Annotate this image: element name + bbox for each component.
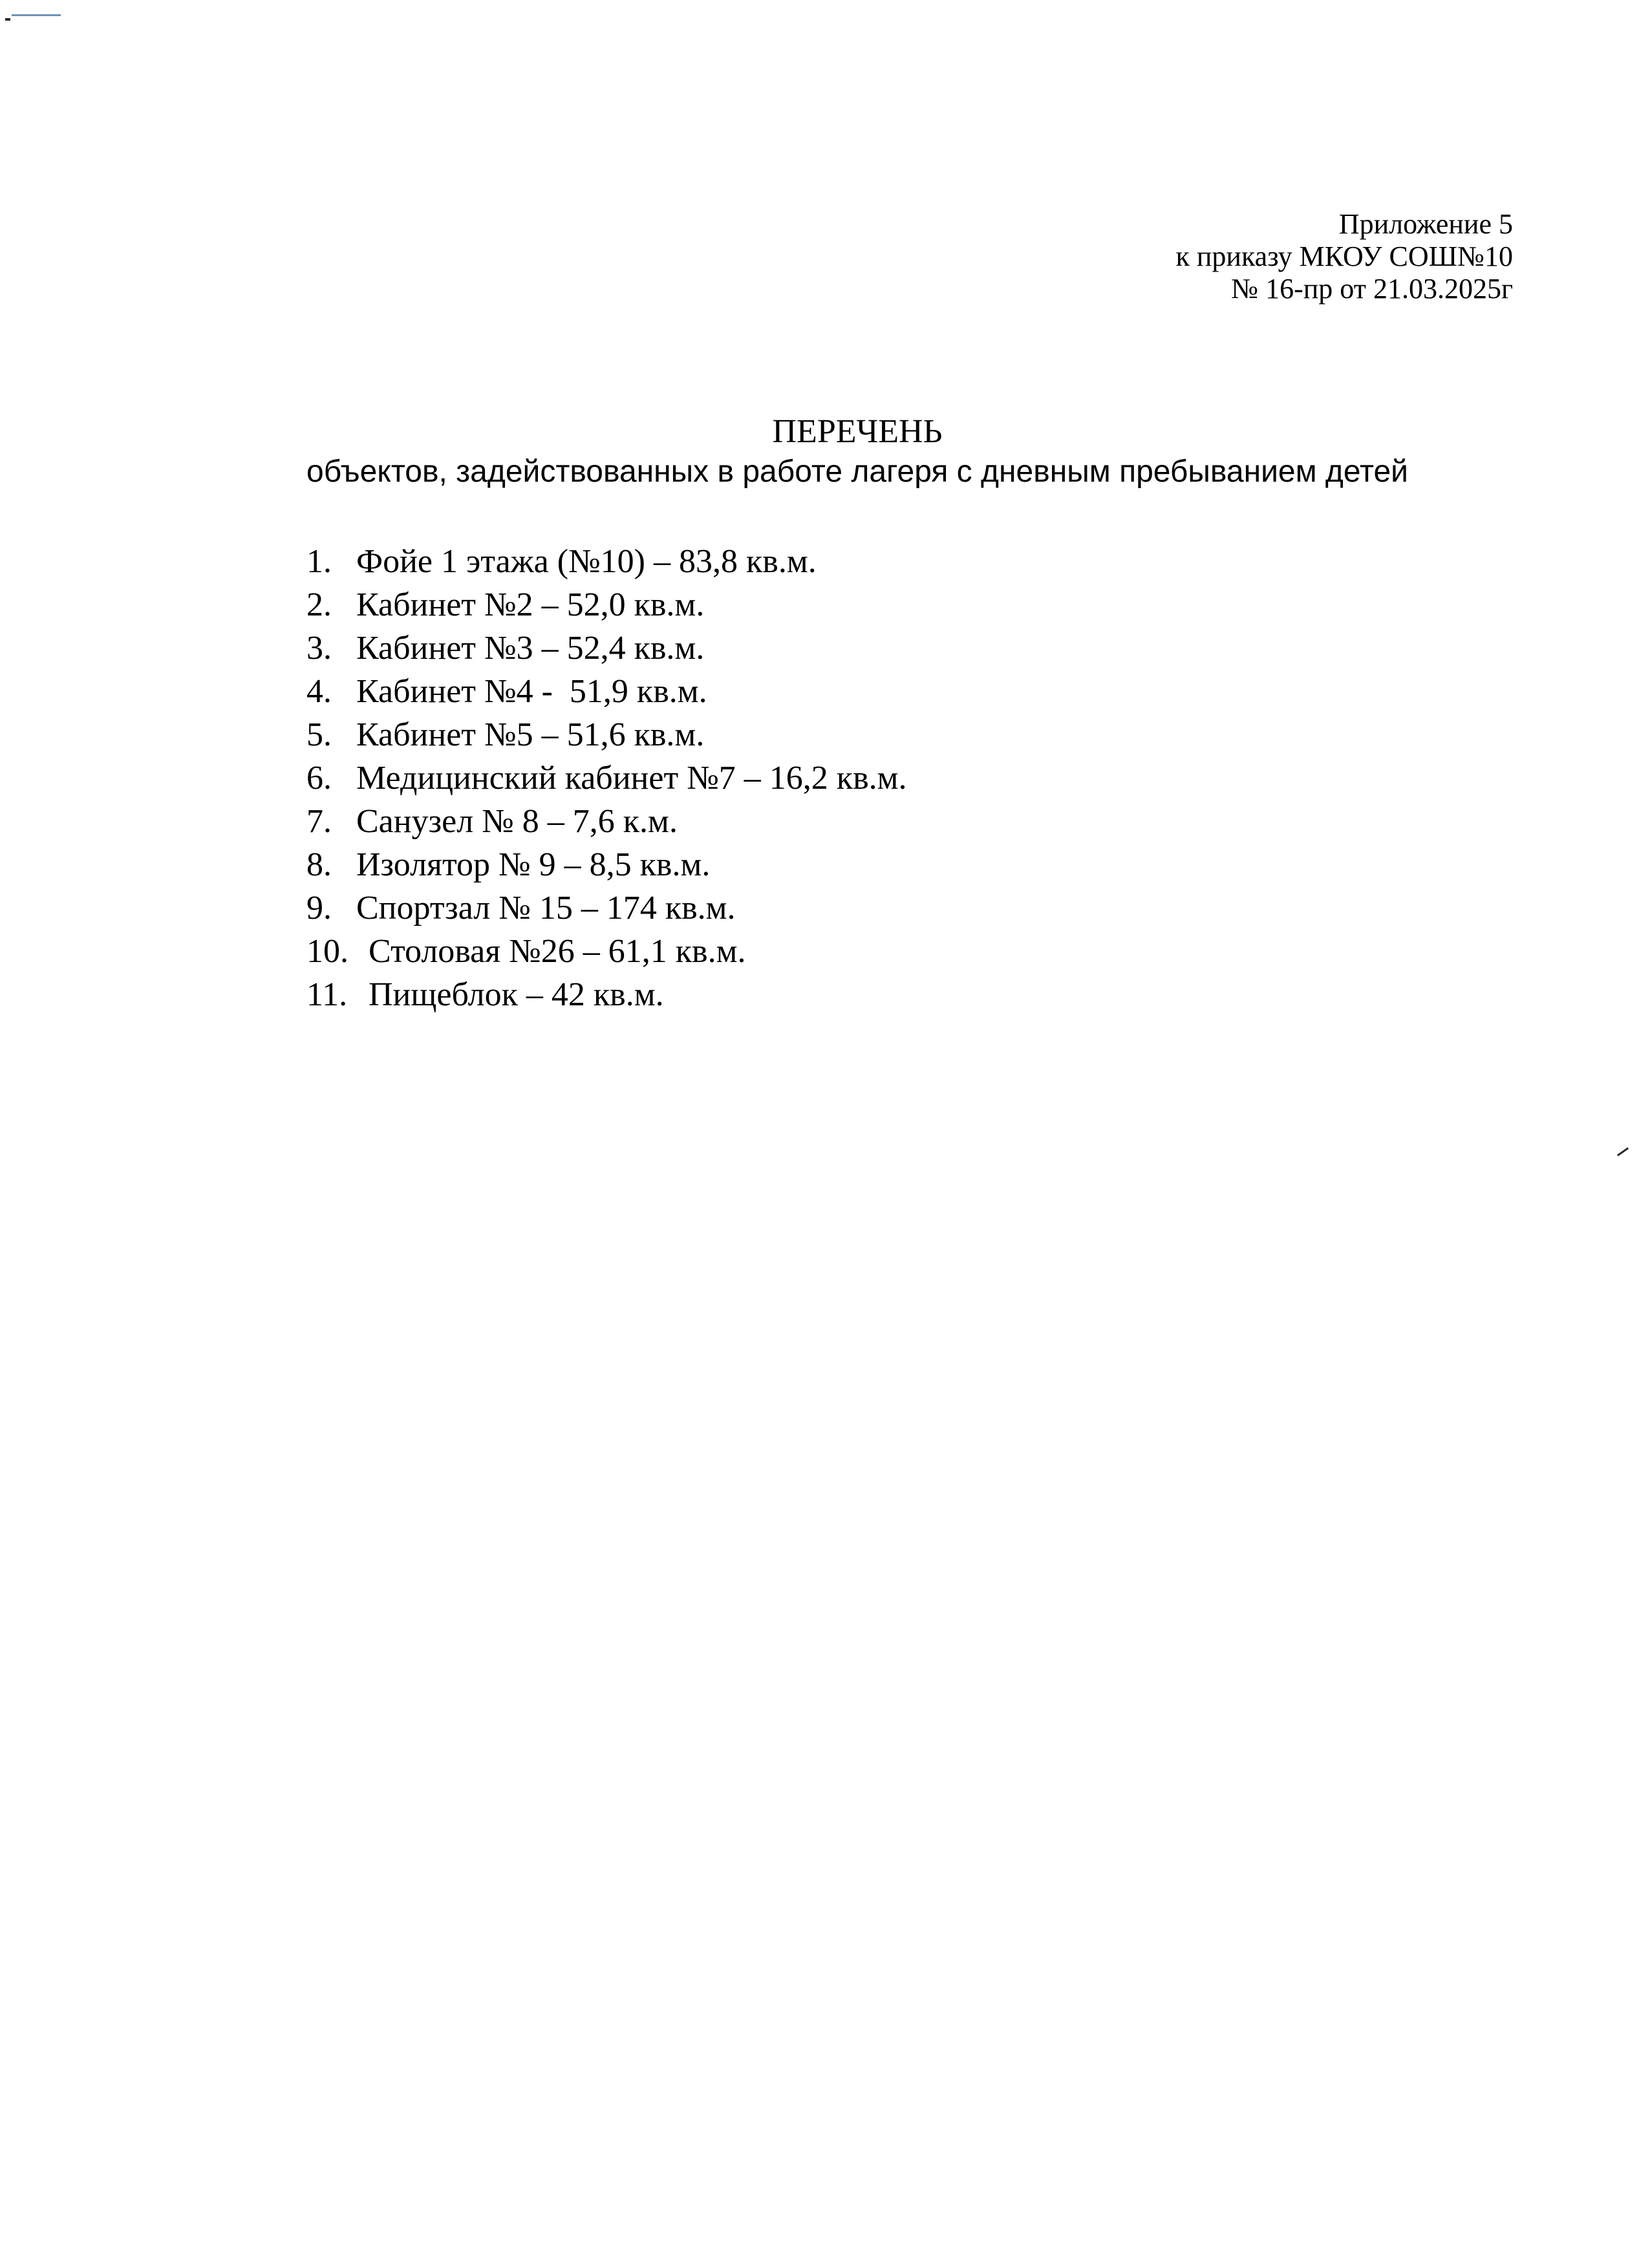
list-item-text: Столовая №26 – 61,1 кв.м. xyxy=(369,933,746,970)
list-item xyxy=(306,670,907,713)
list-item-text: Кабинет №3 – 52,4 кв.м. xyxy=(356,630,705,667)
appendix-header xyxy=(1176,208,1514,305)
list-item xyxy=(306,843,907,886)
list-item xyxy=(306,756,907,800)
list-item-number: 8. xyxy=(306,846,332,883)
list-item xyxy=(306,540,907,583)
list-item-number: 7. xyxy=(306,803,332,840)
list-item-number: 6. xyxy=(306,760,332,797)
list-item xyxy=(306,800,907,843)
list-item-number: 2. xyxy=(306,586,332,623)
list-item-number: 9. xyxy=(306,890,332,926)
list-item-number: 10. xyxy=(306,933,348,970)
list-item xyxy=(306,626,907,670)
list-item xyxy=(306,973,907,1016)
list-item-text: Кабинет №4 - 51,9 кв.м. xyxy=(356,673,707,710)
list-item xyxy=(306,930,907,973)
list-item xyxy=(306,713,907,756)
list-item-number: 1. xyxy=(306,543,332,580)
list-item-text: Санузел № 8 – 7,6 к.м. xyxy=(356,803,678,840)
list-item-text: Медицинский кабинет №7 – 16,2 кв.м. xyxy=(356,760,907,797)
list-item-number: 11. xyxy=(306,976,348,1013)
appendix-label: Приложение 5 xyxy=(1338,208,1513,240)
list-item-text: Кабинет №2 – 52,0 кв.м. xyxy=(356,586,705,623)
list-item-text: Пищеблок – 42 кв.м. xyxy=(369,976,664,1013)
order-reference: к приказу МКОУ СОШ№10 xyxy=(1175,241,1513,272)
order-number-date: № 16-пр от 21.03.2025г xyxy=(1231,273,1513,305)
list-item xyxy=(306,886,907,930)
list-item-text: Изолятор № 9 – 8,5 кв.м. xyxy=(356,846,711,883)
list-item-number: 4. xyxy=(306,673,332,710)
list-item-text: Кабинет №5 – 51,6 кв.м. xyxy=(356,716,705,753)
objects-list xyxy=(306,540,907,1016)
list-item-text: Фойе 1 этажа (№10) – 83,8 кв.м. xyxy=(356,543,817,580)
document-subtitle: объектов, задействованных в работе лагеря с дневным пребыванием детей xyxy=(306,455,1408,489)
list-item-number: 3. xyxy=(306,630,332,667)
scan-artifact xyxy=(12,14,61,16)
list-item-text: Спортзал № 15 – 174 кв.м. xyxy=(356,890,736,926)
list-item xyxy=(306,583,907,626)
list-item-number: 5. xyxy=(306,716,332,753)
scan-artifact xyxy=(5,18,10,21)
document-title: ПЕРЕЧЕНЬ xyxy=(772,413,943,450)
scan-artifact xyxy=(1617,1148,1629,1157)
